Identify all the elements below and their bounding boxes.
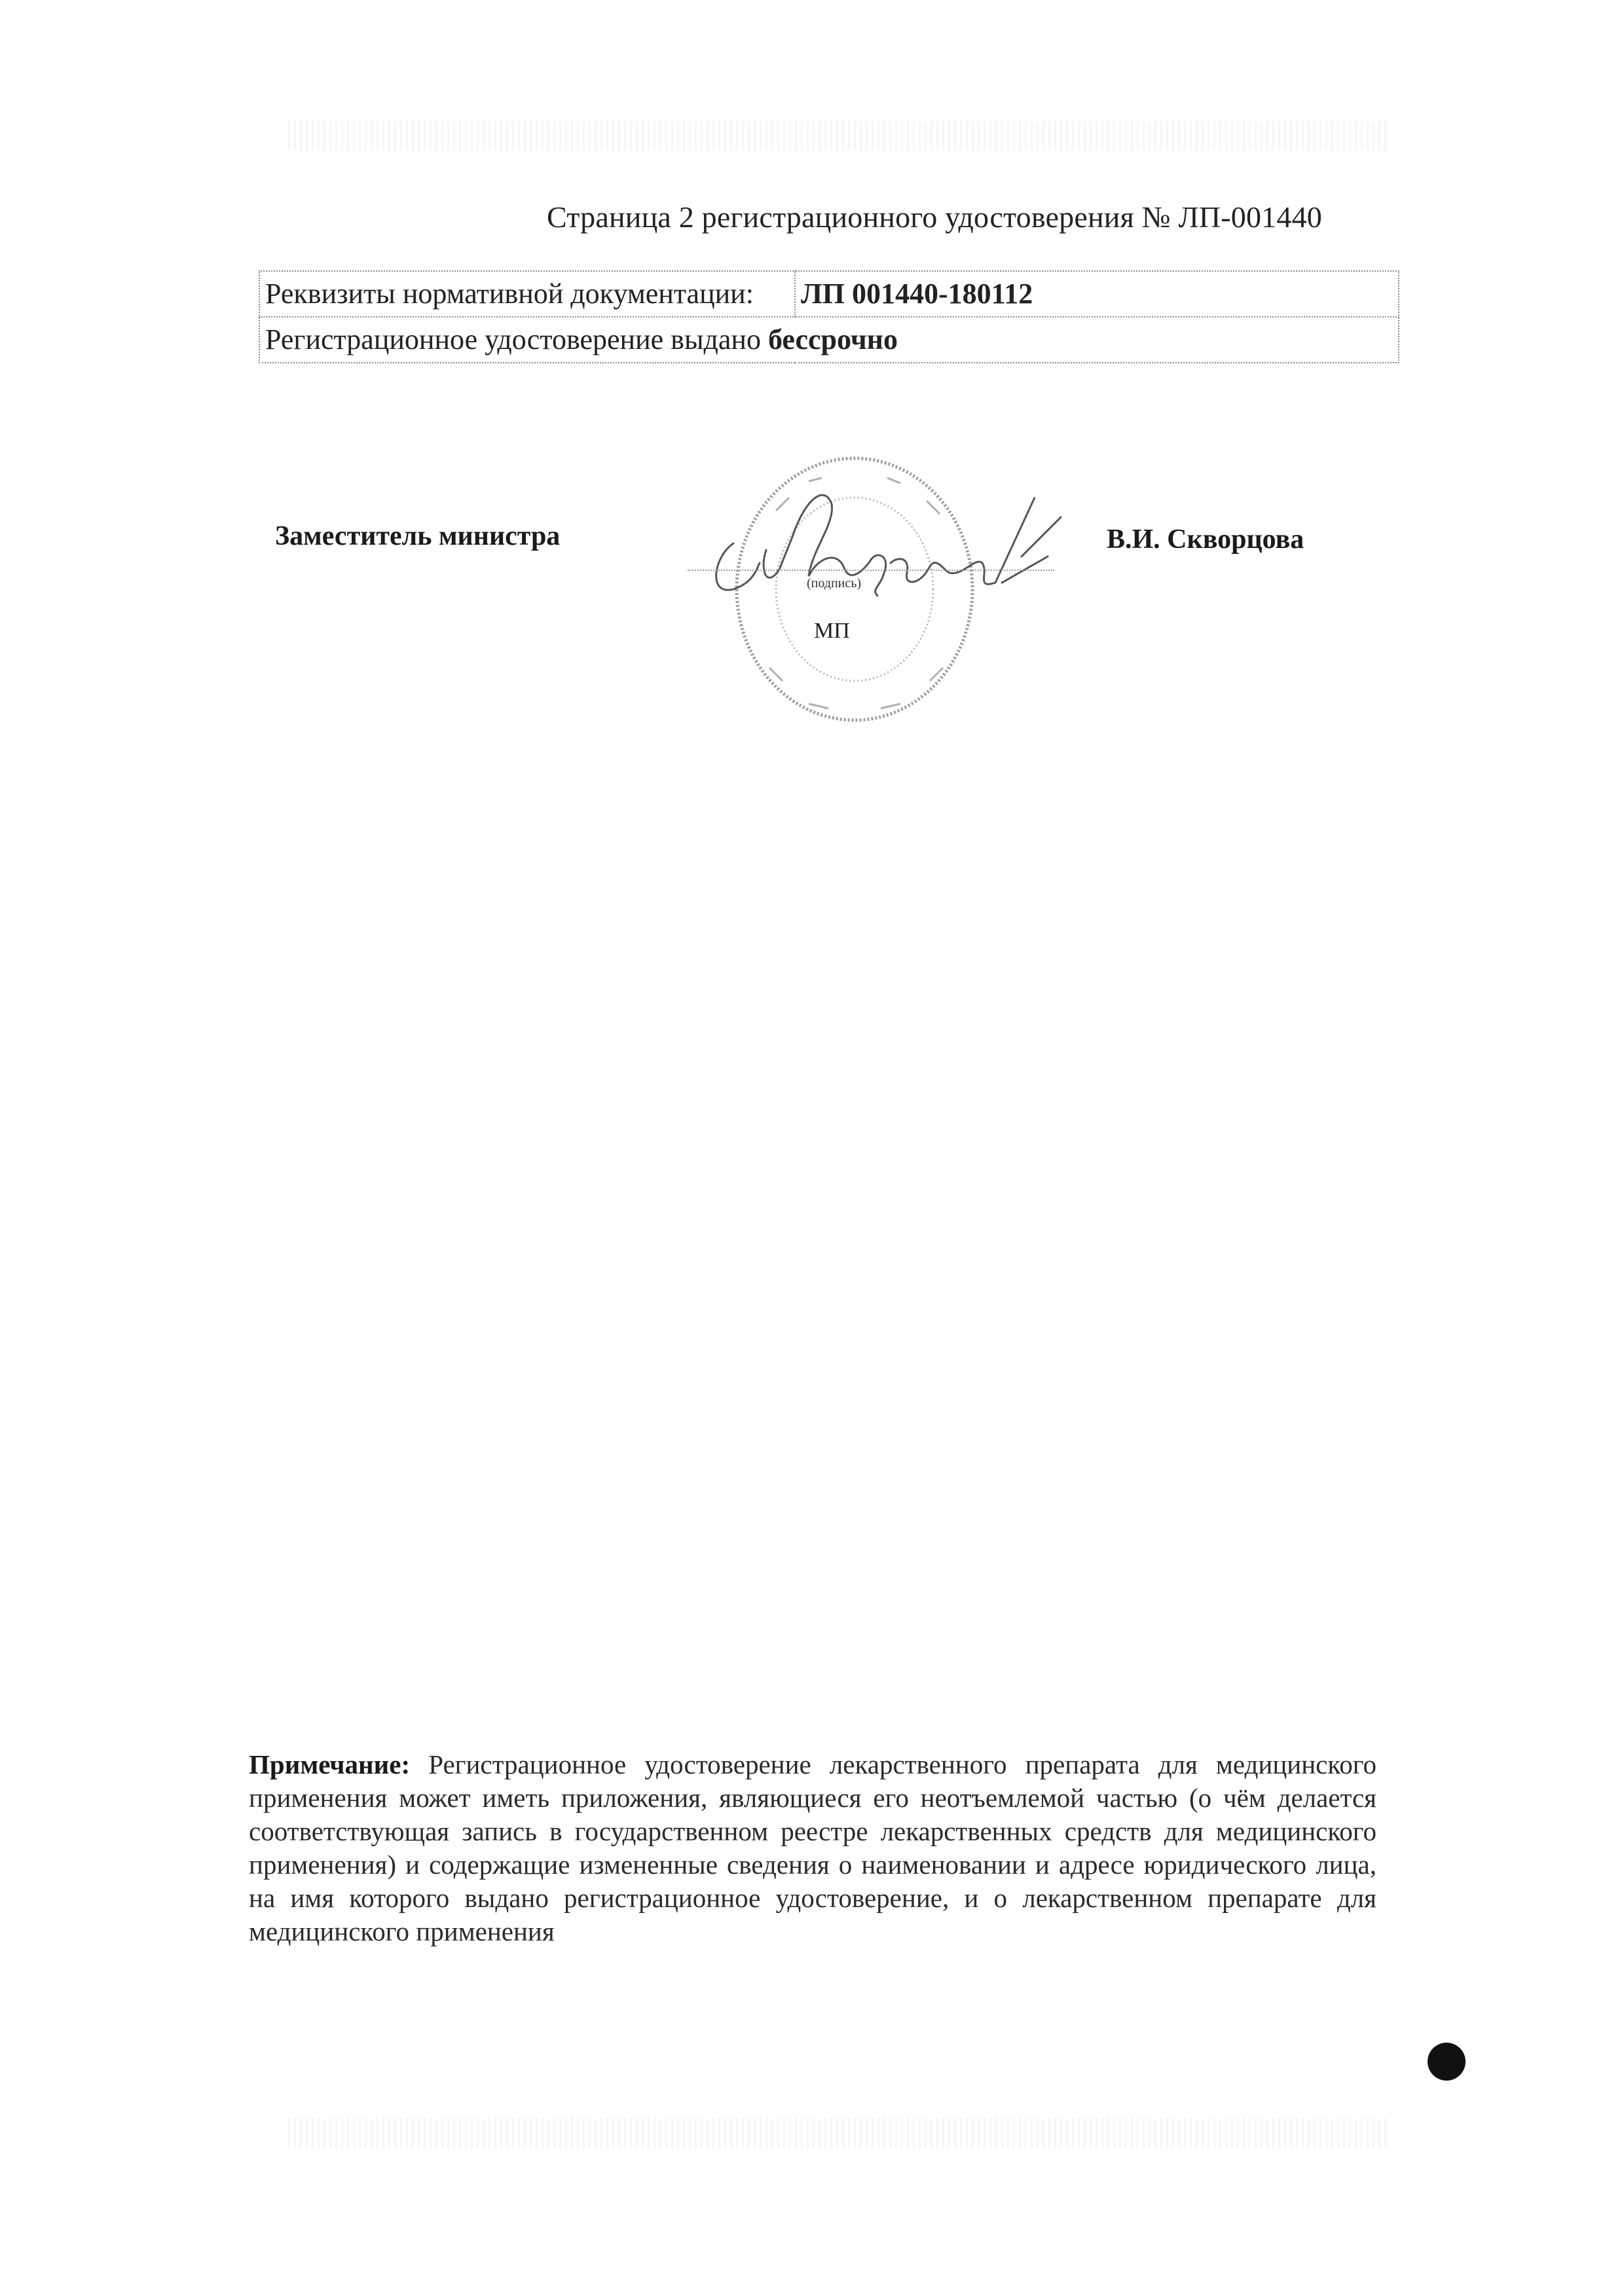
hole-punch-mark-icon [1428,2043,1466,2081]
signature-caption: (подпись) [807,576,862,591]
requisites-label: Реквизиты нормативной документации: [259,271,795,317]
note-text: Регистрационное удостоверение лекарственного препарата для медицинского применения может иметь приложения, являющиеся его неотъемлемой частью (о чём делается соответствующая запись в государственном реестре лекарственных средств для медицинского применения) и содержащие измененные сведения о наименовании и адресе юридического лица, на имя которого выдано регистрационное удостоверение, и о лекарственном препарате для медицинского применения [249,1749,1376,1946]
note-label: Примечание: [249,1749,411,1779]
seal-label: МП [814,619,850,643]
handwritten-signature-icon [694,458,1087,615]
scan-noise-bottom [288,2118,1388,2147]
table-row [259,271,1399,317]
signature-line [688,570,1054,571]
scan-noise-top [288,121,1388,151]
validity-cell [259,317,1399,363]
note-paragraph [249,1748,1376,1948]
validity-value: бессрочно [767,323,898,355]
table-row [259,317,1399,363]
validity-label: Регистрационное удостоверение выдано [265,323,768,355]
requisites-table [259,270,1399,363]
page-header: Страница 2 регистрационного удостоверения № ЛП-001440 [547,200,1322,234]
signatory-name: В.И. Скворцова [1107,524,1304,555]
signatory-role: Заместитель министра [275,521,561,551]
requisites-value: ЛП 001440-180112 [795,271,1399,317]
